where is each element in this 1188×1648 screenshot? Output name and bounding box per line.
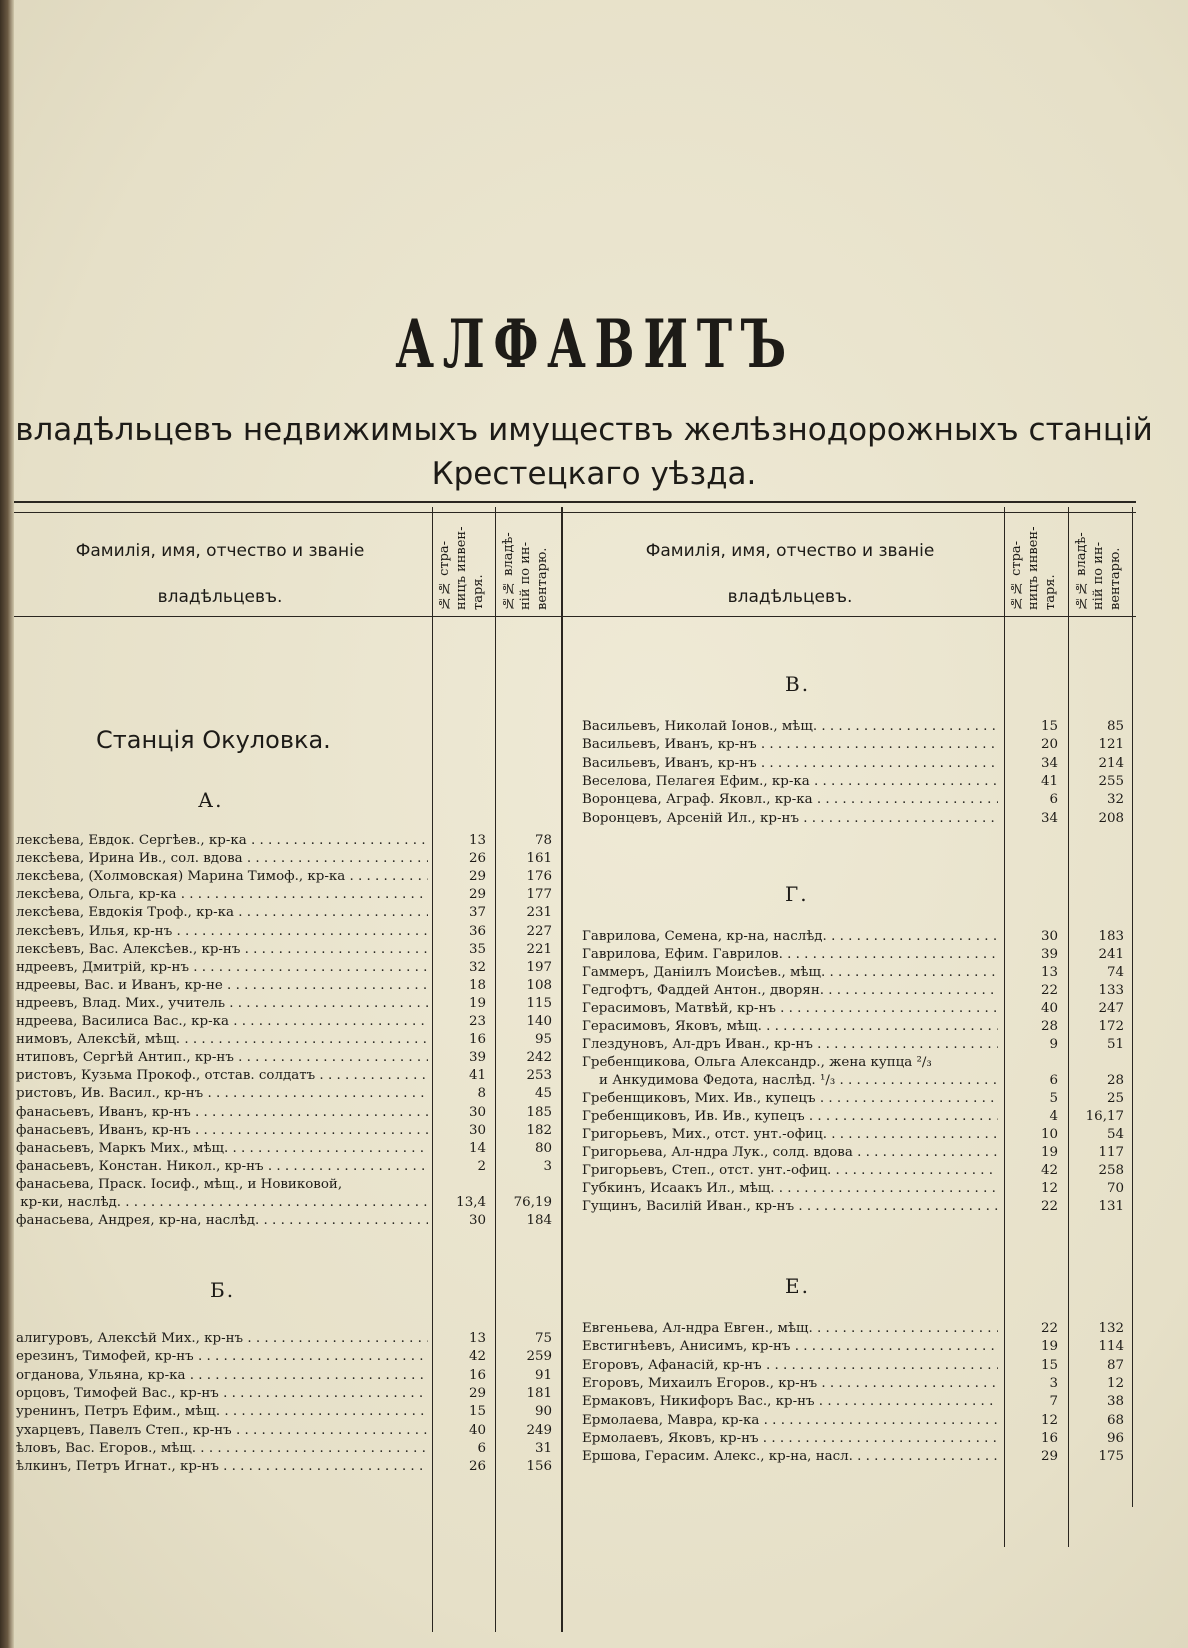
document-title: АЛФАВИТЪ [395,305,795,383]
owner-name: лексѣевъ, Вас. Алексѣев., кр-нъ . . . [16,941,428,959]
owner-name: Воронцева, Аграф. Яковл., кр-ка . . . [582,791,998,809]
inventory-page-number: 5 [1049,1091,1058,1106]
owner-name: Егоровъ, Михаилъ Егоров., кр-нъ . . . [582,1375,998,1393]
owner-name: Григорьева, Ал-ндра Лук., солд. вдова . . . [582,1144,998,1162]
inventory-page-number: 40 [468,1422,486,1438]
ownership-number: 133 [1098,983,1124,998]
header-name-column-left: Фамилія, имя, отчество и званіе владѣльцевъ. [75,541,365,607]
column-rule-left-name [432,507,433,1632]
owner-name: уренинъ, Петръ Ефим., мѣщ. . . . [16,1403,428,1421]
ownership-number: 76,19 [513,1195,552,1210]
ownership-number: 184 [526,1213,552,1229]
inventory-page-number: 30 [468,1213,486,1229]
inventory-page-number: 35 [468,941,486,957]
inventory-page-number: 23 [468,1014,486,1029]
inventory-page-number: 15 [468,1404,486,1420]
owner-name: лексѣева, Евдок. Сергѣев., кр-ка . . . [16,832,428,850]
ownership-number: 45 [534,1086,552,1102]
ownership-number: 85 [1106,719,1124,734]
ownership-number: 3 [543,1158,552,1174]
owner-name: Воронцевъ, Арсеній Ил., кр-нъ . . . [582,810,998,828]
inventory-page-number: 15 [1040,1357,1058,1373]
inventory-page-number: 42 [468,1349,486,1365]
ownership-number: 156 [526,1459,552,1475]
ownership-number: 54 [1106,1127,1124,1142]
ownership-number: 51 [1106,1037,1124,1052]
section-letter-a: А. [198,788,224,812]
owner-name: ѣлкинъ, Петръ Игнат., кр-нъ . . . [16,1458,428,1476]
inventory-page-number: 14 [468,1140,486,1156]
owner-name: ристовъ, Ив. Васил., кр-нъ . . . [16,1085,428,1103]
ownership-number: 117 [1098,1145,1124,1160]
owner-name: фанасьевъ, Констан. Никол., кр-нъ . . . [16,1158,428,1176]
inventory-page-number: 42 [1040,1163,1058,1178]
ownership-number: 28 [1106,1073,1124,1088]
owner-name: Веселова, Пелагея Ефим., кр-ка . . . [582,773,998,791]
ownership-number: 80 [534,1140,552,1156]
ownership-number: 87 [1106,1357,1124,1373]
owner-name: Григорьевъ, Степ., отст. унт.-офиц. . . . [582,1162,998,1180]
inventory-page-number: 30 [1040,929,1058,944]
inventory-page-number: 13,4 [456,1195,486,1210]
ownership-number: 231 [526,905,552,921]
ownership-number: 249 [526,1422,552,1438]
inventory-page-number: 41 [468,1068,486,1084]
column-rule-right-name [1004,507,1005,1547]
owner-name: ндреевъ, Влад. Мих., учитель . . . [16,995,428,1013]
ownership-number: 258 [1098,1163,1124,1178]
inventory-page-number: 26 [468,1459,486,1475]
ownership-number: 177 [526,887,552,903]
inventory-page-number: 12 [1040,1181,1058,1196]
ownership-number: 197 [526,959,552,975]
owner-name: Гребенщиковъ, Ив. Ив., купецъ . . . [582,1108,998,1126]
column-rule-left-page [495,507,496,1632]
owner-name: фанасьева, Праск. Іосиф., мѣщ., и Новиковой, [16,1176,343,1192]
ownership-number: 185 [526,1104,552,1120]
inventory-page-number: 2 [477,1158,486,1174]
owner-name: фанасьева, Андрея, кр-на, наслѣд. . . . [16,1212,428,1230]
owner-name: Васильевъ, Иванъ, кр-нъ . . . [582,755,998,773]
owner-name: и Анкудимова Федота, наслѣд. ¹/₃ . . . [582,1072,998,1090]
owner-name: Васильевъ, Иванъ, кр-нъ . . . [582,736,998,754]
inventory-page-number: 3 [1049,1375,1058,1391]
ownership-number: 91 [534,1367,552,1383]
ownership-number: 181 [526,1385,552,1401]
owner-name: лексѣева, (Холмовская) Марина Тимоф., кр-ка . . . [16,868,428,886]
ownership-number: 176 [526,869,552,885]
ownership-number: 247 [1098,1001,1124,1016]
header-page-column-right: №№ стра- ницъ инвен- таря. [1009,526,1058,610]
owner-name: алигуровъ, Алексѣй Мих., кр-нъ . . . [16,1330,428,1348]
owner-name: кр-ки, наслѣд. . . . [16,1194,428,1212]
ownership-number: 95 [534,1032,552,1048]
inventory-page-number: 6 [477,1440,486,1456]
inventory-page-number: 36 [468,923,486,939]
inventory-page-number: 30 [468,1122,486,1138]
table-top-rule-thin [14,512,1136,513]
section-letter-e: Е. [785,1274,810,1298]
inventory-page-number: 13 [468,1331,486,1346]
owner-name: Гедгофтъ, Фаддей Антон., дворян. . . . [582,982,998,1000]
owner-name: ерезинъ, Тимофей, кр-нъ . . . [16,1348,428,1366]
inventory-page-number: 41 [1040,773,1058,789]
inventory-page-number: 30 [468,1104,486,1120]
inventory-page-number: 32 [468,959,486,975]
ownership-number: 38 [1106,1394,1124,1410]
inventory-page-number: 6 [1049,1073,1058,1088]
inventory-page-number: 34 [1040,810,1058,826]
station-heading: Станція Окуловка. [96,726,331,754]
inventory-page-number: 19 [468,995,486,1011]
ownership-number: 75 [534,1331,552,1346]
table-top-rule [14,501,1136,503]
inventory-page-number: 26 [468,851,486,867]
ownership-number: 131 [1098,1199,1124,1214]
owner-name: Гребенщиковъ, Мих. Ив., купецъ . . . [582,1090,998,1108]
ownership-number: 172 [1098,1019,1124,1034]
inventory-page-number: 37 [468,905,486,921]
ownership-number: 132 [1098,1321,1124,1336]
inventory-page-number: 15 [1040,719,1058,734]
ownership-number: 90 [534,1404,552,1420]
owner-name: фанасьевъ, Иванъ, кр-нъ . . . [16,1122,428,1140]
inventory-page-number: 6 [1049,792,1058,808]
ownership-number: 175 [1098,1449,1124,1465]
column-rule-right-page [1068,507,1069,1547]
inventory-page-number: 4 [1049,1109,1058,1124]
ownership-number: 140 [526,1014,552,1029]
ownership-number: 208 [1098,810,1124,826]
inventory-page-number: 34 [1040,755,1058,771]
inventory-page-number: 13 [1040,965,1058,980]
section-letter-b: Б. [210,1278,236,1302]
owner-name: Гаммеръ, Даніилъ Моисѣев., мѣщ. . . . [582,964,998,982]
inventory-page-number: 16 [468,1367,486,1383]
inventory-page-number: 18 [468,977,486,993]
document-subtitle-line2: Крестецкаго уѣзда. [431,456,757,492]
owner-name: нимовъ, Алексѣй, мѣщ. . . . [16,1031,428,1049]
owner-name: орцовъ, Тимофей Вас., кр-нъ . . . [16,1385,428,1403]
ownership-number: 32 [1106,792,1124,808]
ownership-number: 227 [526,923,552,939]
inventory-page-number: 39 [468,1050,486,1066]
column-rule-right-edge [1132,507,1133,1507]
owner-name: ѣловъ, Вас. Егоров., мѣщ. . . . [16,1440,428,1458]
ownership-number: 242 [526,1050,552,1066]
inventory-page-number: 9 [1049,1037,1058,1052]
inventory-page-number: 22 [1040,1321,1058,1336]
owner-name: нтиповъ, Сергѣй Антип., кр-нъ . . . [16,1049,428,1067]
inventory-page-number: 22 [1040,1199,1058,1214]
column-rule-center [561,507,563,1632]
owner-name: ристовъ, Кузьма Прокоф., отстав. солдатъ . . . [16,1067,428,1085]
ownership-number: 183 [1098,929,1124,944]
owner-name: Ершова, Герасим. Алекс., кр-на, насл. . . . [582,1448,998,1466]
owner-name: Евгеньева, Ал-ндра Евген., мѣщ. . . . [582,1320,998,1338]
ownership-number: 74 [1106,965,1124,980]
inventory-page-number: 29 [468,887,486,903]
ownership-number: 16,17 [1085,1109,1124,1124]
ownership-number: 241 [1098,947,1124,962]
inventory-page-number: 40 [1040,1001,1058,1016]
ownership-number: 108 [526,977,552,993]
ownership-number: 114 [1098,1339,1124,1355]
owner-name: огданова, Ульяна, кр-ка . . . [16,1367,428,1385]
ownership-number: 214 [1098,755,1124,771]
ownership-number: 68 [1106,1412,1124,1428]
owner-name: Васильевъ, Николай Іонов., мѣщ. . . . [582,718,998,736]
owner-name: Ермолаевъ, Яковъ, кр-нъ . . . [582,1430,998,1448]
owner-name: Егоровъ, Афанасій, кр-нъ . . . [582,1357,998,1375]
owner-name: Евстигнѣевъ, Анисимъ, кр-нъ . . . [582,1338,998,1356]
inventory-page-number: 39 [1040,947,1058,962]
ownership-number: 182 [526,1122,552,1138]
header-page-column-left: №№ стра- ницъ инвен- таря. [437,526,486,610]
inventory-page-number: 13 [468,833,486,848]
ownership-number: 31 [534,1440,552,1456]
inventory-page-number: 19 [1040,1145,1058,1160]
owner-name: лексѣева, Ирина Ив., сол. вдова . . . [16,850,428,868]
ownership-number: 121 [1098,737,1124,753]
owner-name: фанасьевъ, Маркъ Мих., мѣщ. . . . [16,1140,428,1158]
ownership-number: 70 [1106,1181,1124,1196]
ownership-number: 96 [1106,1430,1124,1446]
inventory-page-number: 28 [1040,1019,1058,1034]
owner-name: ндреевъ, Дмитрій, кр-нъ . . . [16,959,428,977]
owner-name: Герасимовъ, Матвѣй, кр-нъ . . . [582,1000,998,1018]
ownership-number: 78 [534,833,552,848]
owner-name: лексѣевъ, Илья, кр-нъ . . . [16,923,428,941]
owner-name: Гребенщикова, Ольга Александр., жена купца ²/₃ [582,1055,932,1070]
inventory-page-number: 29 [1040,1449,1058,1465]
owner-name: Гущинъ, Василій Иван., кр-нъ . . . [582,1198,998,1216]
ownership-number: 115 [526,995,552,1011]
ownership-number: 221 [526,941,552,957]
owner-name: Ермолаева, Мавра, кр-ка . . . [582,1412,998,1430]
inventory-page-number: 29 [468,1385,486,1401]
ownership-number: 255 [1098,773,1124,789]
owner-name: ндреевы, Вас. и Иванъ, кр-не . . . [16,977,428,995]
inventory-page-number: 22 [1040,983,1058,998]
owner-name: фанасьевъ, Иванъ, кр-нъ . . . [16,1104,428,1122]
owner-name: Гаврилова, Семена, кр-на, наслѣд. . . . [582,928,998,946]
header-owner-column-left: №№ владѣ- ній по ин- вентарю. [501,532,550,610]
ownership-number: 161 [526,851,552,867]
owner-name: ндреева, Василиса Вас., кр-ка . . . [16,1013,428,1031]
ownership-number: 12 [1106,1375,1124,1391]
owner-name: Григорьевъ, Мих., отст. унт.-офиц. . . . [582,1126,998,1144]
owner-name: Глездуновъ, Ал-дръ Иван., кр-нъ . . . [582,1036,998,1054]
inventory-page-number: 10 [1040,1127,1058,1142]
inventory-page-number: 19 [1040,1339,1058,1355]
owner-name: Губкинъ, Исаакъ Ил., мѣщ. . . . [582,1180,998,1198]
header-owner-column-right: №№ владѣ- ній по ин- вентарю. [1074,532,1123,610]
ownership-number: 253 [526,1068,552,1084]
owner-name: ухарцевъ, Павелъ Степ., кр-нъ . . . [16,1422,428,1440]
inventory-page-number: 16 [1040,1430,1058,1446]
inventory-page-number: 12 [1040,1412,1058,1428]
ownership-number: 25 [1106,1091,1124,1106]
inventory-page-number: 7 [1049,1394,1058,1410]
inventory-page-number: 16 [468,1032,486,1048]
inventory-page-number: 20 [1040,737,1058,753]
owner-name: лексѣева, Евдокія Троф., кр-ка . . . [16,904,428,922]
section-letter-v: В. [785,672,811,696]
owner-name: лексѣева, Ольга, кр-ка . . . [16,886,428,904]
owner-name: Герасимовъ, Яковъ, мѣщ. . . . [582,1018,998,1036]
owner-name: Гаврилова, Ефим. Гаврилов. . . . [582,946,998,964]
ownership-number: 259 [526,1349,552,1365]
section-letter-g: Г. [785,882,809,906]
inventory-page-number: 29 [468,869,486,885]
owner-name: Ермаковъ, Никифоръ Вас., кр-нъ . . . [582,1393,998,1411]
inventory-page-number: 8 [477,1086,486,1102]
header-name-column-right: Фамилія, имя, отчество и званіе владѣльцевъ. [645,541,935,607]
book-binding-edge [0,0,14,1648]
document-subtitle-line1: владѣльцевъ недвижимыхъ имуществъ желѣзнодорожныхъ станцій [15,412,1153,448]
